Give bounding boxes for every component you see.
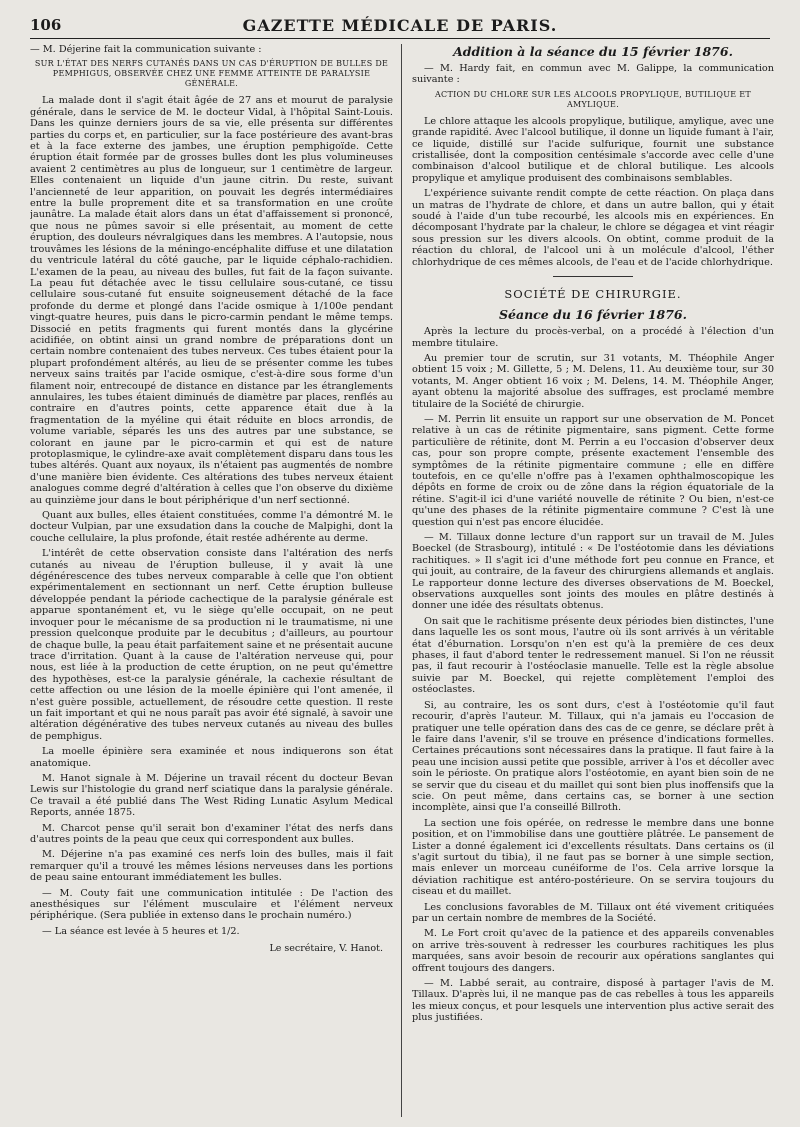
paragraph: La section une fois opérée, on redresse le membre dans une bonne position, et on l'immobilise dans une gouttière plâtrée. Le pansement de Lister a donné également ici d'excellents résultats. Dans certains os (il s'agit surtout du tibia), il ne faut pas se borner à une simple section, mais enlever un morceau cunéiforme de l'os. Cela arrive lorsque la déviation rachitique est antéro-postérieure. On se servira toujours du ciseau et du maillet. [412,817,774,898]
paragraph: L'intérêt de cette observation consiste dans l'altération des nerfs cutanés au niveau de l'éruption bulleuse, il y avait là une dégénérescence des tubes nerveux comparable à celle que l'on obtient expérimentalement en sectionnant un nerf. Cette éruption bulleuse développée pendant la période cachectique de la paralysie générale est apparue spontanément et, vu le siège qu'elle occupait, on ne peut invoquer pour le mécanisme de sa production ni le traumatisme, ni une pression quelconque produite par le decubitus ; d'ailleurs, au pourtour de chaque bulle, la peau était parfaitement saine et ne présentait aucune trace d'irritation. Quant à la cause de l'altération nerveuse qui, pour nous, est liée à la production de cette éruption, on ne peut qu'émettre des hypothèses, est-ce la paralysie générale, la cachexie résultant de cette affection ou une lésion de la moelle épinière qui l'ont amenée, il n'est guère possible, actuellement, de résoudre cette question. Il reste un fait important et qui ne nous paraît pas avoir été signalé, à savoir une altération dégénérative des tubes nerveux cutanés au niveau des bulles de pemphigus. [30,548,393,742]
society-heading: SOCIÉTÉ DE CHIRURGIE. [504,287,682,302]
secretary-signature: Le secrétaire, V. Hanot. [269,943,383,955]
paragraph: M. Déjerine n'a pas examiné ces nerfs loin des bulles, mais il fait remarquer qu'il a trouvé les mêmes lésions nerveuses dans les portions de peau saine entourant immédiatement les bulles. [30,849,393,884]
paragraph: — M. Hardy fait, en commun avec M. Galippe, la communication suivante : [412,63,774,86]
paragraph: On sait que le rachitisme présente deux périodes bien distinctes, l'une dans laquelle les os sont mous, l'autre où ils sont arrivés à un véritable état d'éburnation. Lorsqu'on n'en est qu'à la première de ces deux phases, il faut d'abord tenter le redressement manuel. Si l'on ne réussit pas, il faut recourir à l'ostéoclasie manuelle. Telle est la règle absolue suivie par M. Boeckel, qui rejette complètement l'emploi des ostéoclastes. [412,615,774,696]
paragraph: — M. Tillaux donne lecture d'un rapport sur un travail de M. Jules Boeckel (de Strasbourg), intitulé : « De l'ostéotomie dans les déviations rachitiques. » Il s'agit ici d'une méthode fort peu connue en France, et qui jouit, au contraire, de la faveur des chirurgiens allemands et anglais. Le rapporteur donne lecture des diverses observations de M. Boeckel, observations auxquelles sont joints des moules en plâtre destinés à donner une idée des résultats obtenus. [412,532,774,612]
paragraph: M. Charcot pense qu'il serait bon d'examiner l'état des nerfs dans d'autres points de la peau que ceux qui correspondent aux bulles. [30,822,393,845]
article-title: SUR L'ÉTAT DES NERFS CUTANÉS DANS UN CAS D'ÉRUPTION DE BULLES DE PEMPHIGUS, OBSERVÉE CHEZ UNE FEMME ATTEINTE DE PARALYSIE GÉNÉRALE. [34,59,389,89]
paragraph: Quant aux bulles, elles étaient constituées, comme l'a démontré M. le docteur Vulpian, par une exsudation dans la couche de Malpighi, dont la couche cellulaire, la plus profonde, était restée adhérente au derme. [30,510,393,544]
paragraph: — La séance est levée à 5 heures et 1/2. [42,925,240,937]
paragraph: Les conclusions favorables de M. Tillaux ont été vivement critiquées par un certain nombre de membres de la Société. [412,901,774,924]
page-number: 106 [30,16,62,34]
paragraph: La malade dont il s'agit était âgée de 27 ans et mourut de paralysie générale, dans le service de M. le docteur Vidal, à l'hôpital Saint-Louis. Dans les quinze derniers jours de sa vie, elle présenta sur différentes parties du corps et, en particulier, sur la face postérieure des avant-bras et à la face externe des jambes, une éruption pemphigoïde. Cette éruption était formée par de grosses bulles dont les plus volumineuses avaient 2 centimètres au plus de longueur, sur 1 centimètre de largeur. Elles contenaient un liquide d'un jaune citrin. Du reste, suivant l'ancienneté de leur apparition, on pouvait les degrés intermédiaires entre la bulle proprement dite et sa transformation en une croûte jaunâtre. La malade était alors dans un état d'affaissement si prononcé, que nous ne pûmes savoir si elle présentait, au moment de cette éruption, des douleurs névralgiques dans les membres. A l'autopsie, nous trouvâmes les lésions de la méningo-encéphalite diffuse et une dilatation du ventricule latéral du côté gauche, par le liquide céphalo-rachidien. L'examen de la peau, au niveau des bulles, fut fait de la façon suivante. La peau fut détachée avec le tissu cellulaire sous-cutané, ce tissu cellulaire sous-cutané fut ensuite soigneusement détaché de la face profonde du derme et plongé dans l'acide osmique à 1/100e pendant vingt-quatre heures, puis dans le picro-carmin pendant le même temps. Dissocié en petits fragments qui furent montés dans la glycérine acidifiée, on obtint ainsi un grand nombre de préparations dont un certain nombre contenaient des tubes nerveux. Ces tubes étaient pour la plupart profondément altérés, au lieu de se présenter comme les tubes nerveux sains traités par l'acide osmique, c'est-à-dire sous forme d'un filament noir, entrecoupé de distance en distance par les étranglements annulaires, les tubes étaient diminués de diamètre par places, renflés au contraire en d'autres points, cette apparence était due à la fragmentation de la myéline qui était réduite en blocs arrondis, de volume variable, séparés les uns des autres par une substance, se colorant en jaune par le picro-carmin et qui est de nature protoplasmique, le cylindre-axe avait complètement disparu dans tous les tubes altérés. Quant aux noyaux, ils n'étaient pas augmentés de nombre d'une manière bien évidente. Ces altérations des tubes nerveux étaient analogues comme degré d'altération à celles que l'on observe du dixième au quinzième jour dans le bout périphérique d'un nerf sectionné. [30,95,393,506]
paragraph: — M. Perrin lit ensuite un rapport sur une observation de M. Poncet relative à un cas de rétinite pigmentaire, sans pigment. Cette forme particulière de rétinite, dont M. Perrin a eu l'occasion d'observer deux cas, pour son propre compte, présente exactement l'ensemble des symptômes de la rétinite pigmentaire commune ; elle en diffère toutefois, en ce qu'elle n'offre pas à l'examen ophthalmoscopique les dépôts en forme de croix ou de zône dans la région équatoriale de la rétine. S'agit-il ici d'une variété nouvelle de rétinite ? Ou bien, n'est-ce qu'une des phases de la rétinite pigmentaire commune ? C'est là une question qui n'est pas encore élucidée. [412,413,774,528]
paragraph: La moelle épinière sera examinée et nous indiquerons son état anatomique. [30,746,393,769]
right-column [412,44,774,1117]
running-header [30,14,770,39]
intro-line: — M. Déjerine fait la communication suivante : [30,44,262,55]
paragraph: — M. Labbé serait, au contraire, disposé à partager l'avis de M. Tillaux. D'après lui, il ne manque pas de cas rebelles à tous les appareils les mieux conçus, et pour lesquels une intervention plus active serait des plus justifiées. [412,978,774,1024]
paragraph: Le chlore attaque les alcools propylique, butilique, amylique, avec une grande rapidité. Avec l'alcool butilique, il donne un liquide fumant à l'air, ce liquide, distillé sur l'acide sulfurique, fournit une substance cristallisée, dont la composition centésimale s'accorde avec celle d'une combinaison d'alcool butilique et de chloral butilique. Les alcools propylique et amylique produisent des combinaisons semblables. [412,115,774,184]
paragraph: Si, au contraire, les os sont durs, c'est à l'ostéotomie qu'il faut recourir, d'après l'auteur. M. Tillaux, qui n'a jamais eu l'occasion de pratiquer une telle opération dans des cas de ce genre, se déclare prêt à le faire dans l'avenir, s'il se trouve en présence d'indications formelles. Certaines précautions sont nécessaires dans la pratique. Il faut faire à la peau une incision aussi petite que possible, arriver à l'os et décoller avec soin le périoste. On pratique alors l'ostéotomie, en ayant bien soin de ne se servir que du ciseau et du maillet qui sont bien plus inoffensifs que la scie. On peut même, dans certains cas, se borner à une section incomplète, ainsi que l'a conseillé Billroth. [412,699,774,814]
paragraph: M. Le Fort croit qu'avec de la patience et des appareils convenables on arrive très-souvent à redresser les courbures rachitiques les plus marquées, sans avoir besoin de recourir aux opérations sanglantes qui offrent toujours des dangers. [412,928,774,974]
paragraph: — M. Couty fait une communication intitulée : De l'action des anesthésiques sur l'élément musculaire et l'élément nerveux périphérique. (Sera publiée in extenso dans le prochain numéro.) [30,887,393,922]
paragraph: L'expérience suivante rendit compte de cette réaction. On plaça dans un matras de l'hydrate de chlore, et dans un autre ballon, qui y était soudé à l'aide d'un tube recourbé, les alcools mis en expériences. En décomposant l'hydrate par la chaleur, le chlore se dégagea et vint réagir sous pression sur les divers alcools. On obtint, comme produit de la réaction du chloral, de l'alcool uni à un molécule d'alcool, l'éther chlorhydrique de ces mêmes alcools, de l'eau et de l'acide chlorhydrique. [412,188,774,268]
section-subtitle: ACTION DU CHLORE SUR LES ALCOOLS PROPYLIQUE, BUTILIQUE ET AMYLIQUE. [434,89,752,109]
left-column [30,44,393,1117]
journal-title: GAZETTE MÉDICALE DE PARIS. [242,16,558,35]
column-divider [401,44,402,1117]
paragraph: Au premier tour de scrutin, sur 31 votants, M. Théophile Anger obtient 15 voix ; M. Gillette, 5 ; M. Delens, 11. Au deuxième tour, sur 30 votants, M. Anger obtient 16 voix ; M. Delens, 14. M. Théophile Anger, ayant obtenu la majorité absolue des suffrages, est proclamé membre titulaire de la Société de chirurgie. [412,352,774,410]
session-title: Séance du 16 février 1876. [499,307,687,323]
paragraph: M. Hanot signale à M. Déjerine un travail récent du docteur Bevan Lewis sur l'histologie du grand nerf sciatique dans la paralysie générale. Ce travail a été publié dans The West Riding Lunatic Asylum Medical Reports, année 1875. [30,772,393,819]
paragraph: Après la lecture du procès-verbal, on a procédé à l'élection d'un membre titulaire. [412,326,774,349]
addition-title: Addition à la séance du 15 février 1876. [453,44,733,59]
section-divider [553,276,633,277]
